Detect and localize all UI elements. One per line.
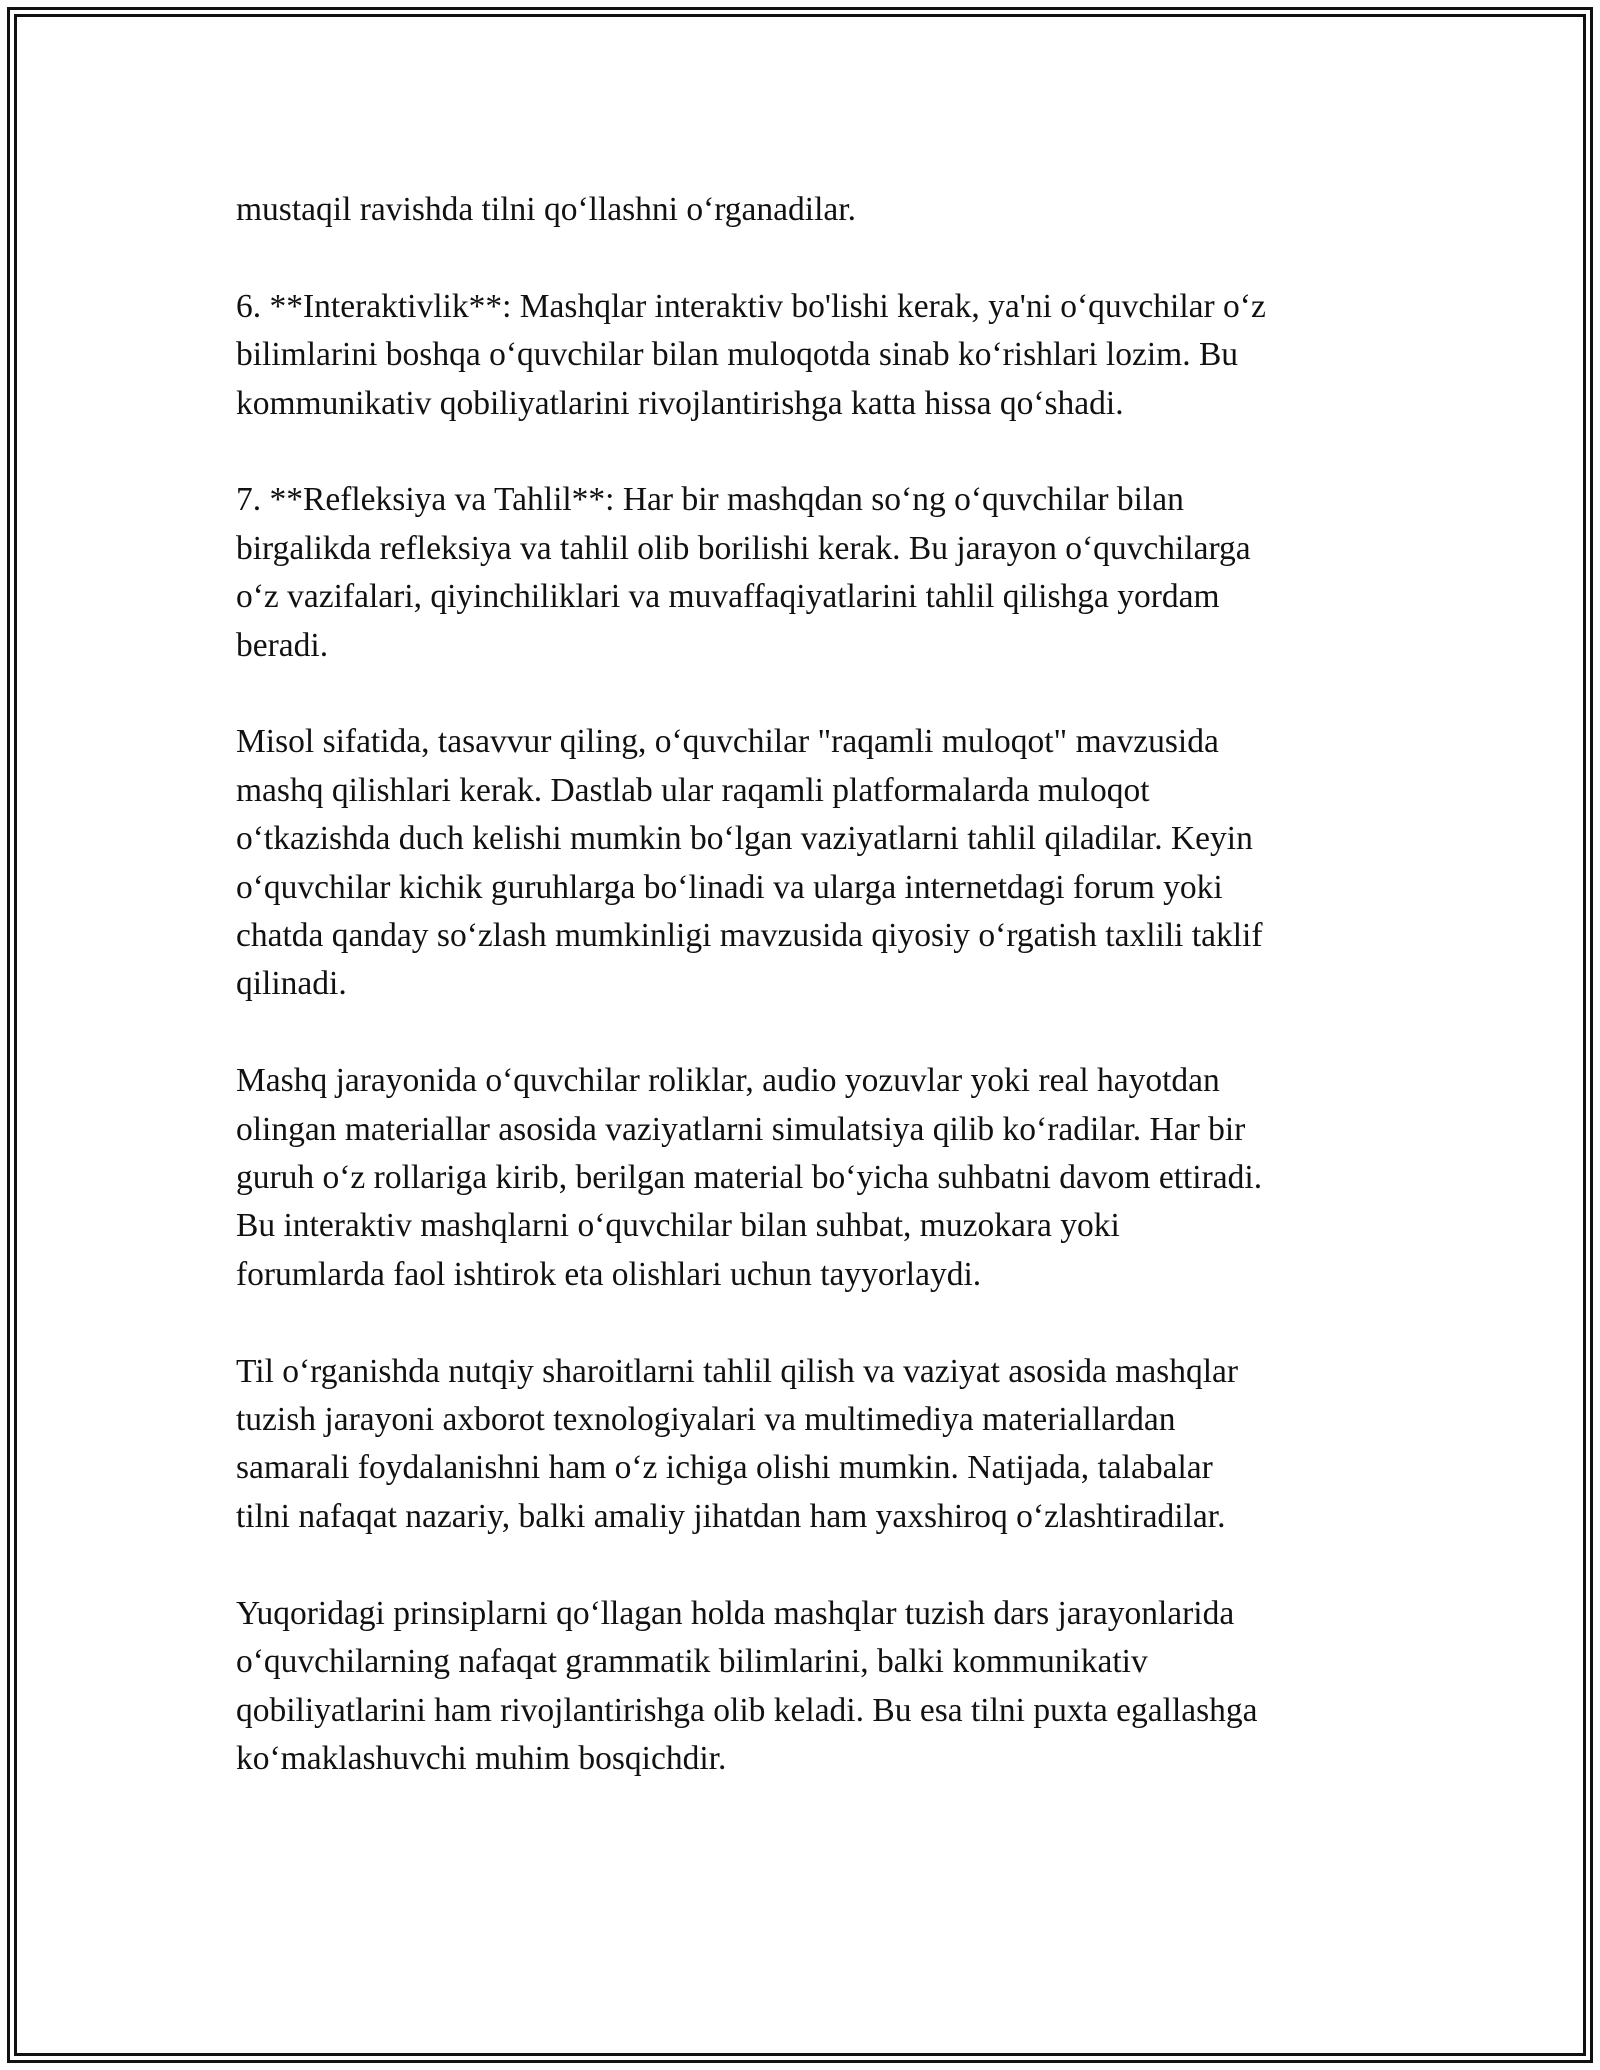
paragraph-interaktivlik: 6. **Interaktivlik**: Mashqlar interaktiv bo'lishi kerak, ya'ni o‘quvchilar o‘z bilimlarini boshqa o‘quvchilar bilan muloqotda sinab ko‘rishlari lozim. Bu kommunikativ qobiliyatlarini rivojlantirishga katta hissa qo‘shadi. <box>236 287 1266 422</box>
paragraph-technology: Til o‘rganishda nutqiy sharoitlarni tahlil qilish va vaziyat asosida mashqlar tuzish jarayoni axborot texnologiyalari va multimediya materiallardan samarali foydalanishni ham o‘z ichiga olishi mumkin. Natijada, talabalar tilni nafaqat nazariy, balki amaliy jihatdan ham yaxshiroq o‘zlashtiradilar. <box>236 1352 1239 1535</box>
document-body <box>236 186 1366 1832</box>
paragraph-refleksiya: 7. **Refleksiya va Tahlil**: Har bir mashqdan so‘ng o‘quvchilar bilan birgalikda refleksiya va tahlil olib borilishi kerak. Bu jarayon o‘quvchilarga o‘z vazifalari, qiyinchiliklari va muvaffaqiyatlarini tahlil qilishga yordam beradi. <box>236 481 1251 664</box>
paragraph-conclusion: Yuqoridagi prinsiplarni qo‘llagan holda mashqlar tuzish dars jarayonlarida o‘quvchilarning nafaqat grammatik bilimlarini, balki kommunikativ qobiliyatlarini ham rivojlantirishga olib keladi. Bu esa tilni puxta egallashga ko‘maklashuvchi muhim bosqichdir. <box>236 1594 1258 1777</box>
paragraph-example: Misol sifatida, tasavvur qiling, o‘quvchilar "raqamli muloqot" mavzusida mashq qilishlari kerak. Dastlab ular raqamli platformalarda muloqot o‘tkazishda duch kelishi mumkin bo‘lgan vaziyatlarni tahlil qiladilar. Keyin o‘quvchilar kichik guruhlarga bo‘linadi va ularga internetdagi forum yoki chatda qanday so‘zlash mumkinligi mavzusida qiyosiy o‘rgatish taxlili taklif qilinadi. <box>236 723 1263 1003</box>
paragraph-continuation: mustaqil ravishda tilni qo‘llashni o‘rganadilar. <box>236 191 856 228</box>
paragraph-exercise-process: Mashq jarayonida o‘quvchilar roliklar, audio yozuvlar yoki real hayotdan olingan materiallar asosida vaziyatlarni simulatsiya qilib ko‘radilar. Har bir guruh o‘z rollariga kirib, berilgan material bo‘yicha suhbatni davom ettiradi. Bu interaktiv mashqlarni o‘quvchilar bilan suhbat, muzokara yoki forumlarda faol ishtirok eta olishlari uchun tayyorlaydi. <box>236 1062 1263 1293</box>
